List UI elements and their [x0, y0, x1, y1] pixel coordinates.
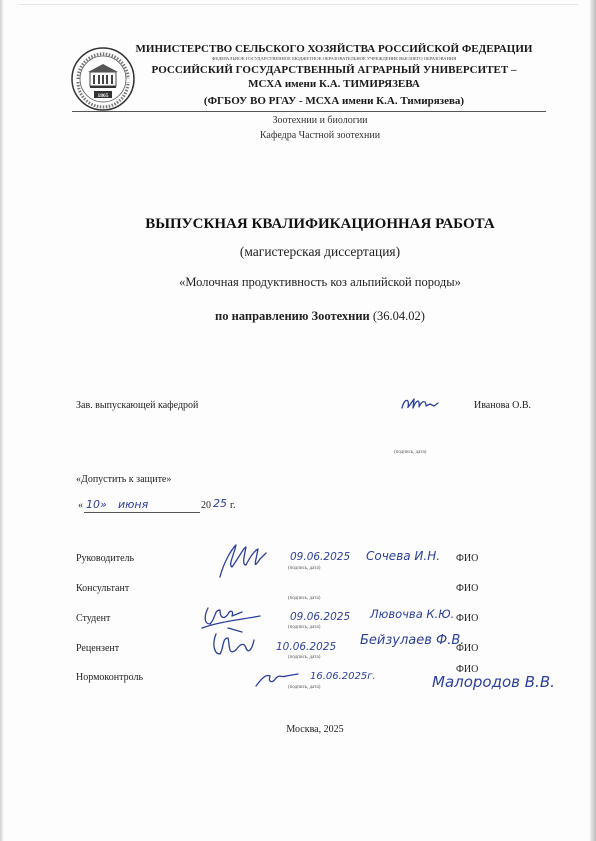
scan-top-line [18, 4, 578, 5]
supervisor-signature-icon [214, 541, 268, 581]
admission-year-suffix: 25 [213, 497, 227, 510]
department-name: Кафедра Частной зоотехнии [259, 130, 381, 141]
header-divider [72, 111, 546, 112]
head-of-department-name: Иванова О.В. [474, 400, 532, 411]
reviewer-date: 10.06.2025 [276, 641, 337, 653]
direction-label: по направлению Зоотехнии [215, 309, 370, 323]
consultant-caption: (подпись, дата) [288, 596, 321, 601]
direction-code: (36.04.02) [372, 309, 425, 323]
supervisor-caption: (подпись, дата) [288, 566, 321, 571]
admission-month: июня [118, 498, 149, 511]
document-title: ВЫПУСКНАЯ КВАЛИФИКАЦИОННАЯ РАБОТА [145, 216, 495, 232]
admission-date-underline [84, 512, 200, 513]
page-edge-shadow [590, 0, 596, 841]
student-fio: ФИО [456, 613, 479, 624]
university-name: РОССИЙСКИЙ ГОСУДАРСТВЕННЫЙ АГРАРНЫЙ УНИВЕРСИТЕТ – [151, 64, 517, 76]
student-date: 09.06.2025 [290, 611, 351, 623]
admission-day: 10» [86, 498, 107, 511]
supervisor-fio: ФИО [456, 553, 479, 564]
reviewer-signature-icon [208, 626, 262, 662]
head-signature-icon [400, 394, 444, 412]
student-caption: (подпись, дата) [288, 625, 321, 630]
admission-year-prefix: 20 [201, 500, 211, 511]
city-year-footer: Москва, 2025 [286, 724, 344, 735]
reviewer-fio: ФИО [456, 643, 479, 654]
logo-year: 1865 [97, 92, 109, 99]
thesis-topic: «Молочная продуктивность коз альпийской породы» [179, 275, 461, 289]
head-of-department-label: Зав. выпускающей кафедрой [76, 400, 199, 411]
faculty-name: Зоотехнии и биологии [272, 115, 368, 126]
consultant-fio: ФИО [456, 583, 479, 594]
student-name: Лювочва К.Ю. [370, 607, 455, 621]
role-label-reviewer: Рецензент [76, 643, 120, 654]
norm-control-date: 16.06.2025г. [310, 671, 376, 682]
reviewer-name: Бейзулаев Ф.В. [360, 633, 465, 648]
document-subtitle: (магистерская диссертация) [239, 244, 401, 259]
norm-control-fio: ФИО [456, 664, 479, 675]
role-label-norm-control: Нормоконтроль [76, 672, 144, 683]
admission-open-quote: « [78, 500, 83, 511]
supervisor-name: Сочева И.Н. [366, 549, 441, 563]
ministry-name: МИНИСТЕРСТВО СЕЛЬСКОГО ХОЗЯЙСТВА РОССИЙСКОЙ ФЕДЕРАЦИИ [135, 43, 533, 55]
norm-control-caption: (подпись, дата) [288, 685, 321, 690]
admission-year-end: г. [230, 500, 236, 511]
institution-type: ФЕДЕРАЛЬНОЕ ГОСУДАРСТВЕННОЕ БЮДЖЕТНОЕ ОБРАЗОВАТЕЛЬНОЕ УЧРЕЖДЕНИЕ ВЫСШЕГО ОБРАЗОВАНИЯ [211, 56, 457, 61]
reviewer-caption: (подпись, дата) [288, 655, 321, 660]
page-left-shadow [0, 0, 4, 841]
supervisor-date: 09.06.2025 [290, 551, 351, 563]
university-logo-icon [70, 46, 136, 112]
role-label-student: Студент [76, 613, 111, 624]
role-label-supervisor: Руководитель [76, 553, 135, 564]
university-abbreviation: (ФГБОУ ВО РГАУ - МСХА имени К.А. Тимирязева) [203, 95, 465, 107]
head-signature-caption: (подпись, дата) [394, 450, 427, 455]
study-direction [60, 309, 580, 324]
role-label-consultant: Консультант [76, 583, 130, 594]
admission-label: «Допустить к защите» [76, 474, 172, 485]
norm-control-name: Малородов В.В. [432, 673, 555, 691]
academy-name: МСХА имени К.А. ТИМИРЯЗЕВА [248, 78, 420, 90]
